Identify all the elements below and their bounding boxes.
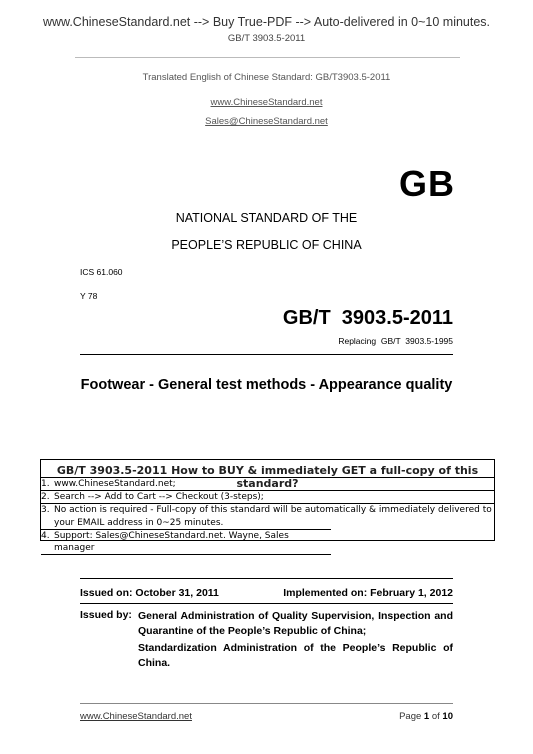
issuing-organization-1: General Administration of Quality Supervision, Inspection and Quarantine of the People’s Republic of China; bbox=[138, 610, 453, 637]
buy-info-box bbox=[40, 459, 495, 554]
header-standard-code: GB/T 3903.5-2011 bbox=[227, 33, 306, 44]
buy-step-text: No action is required - Full-copy of this standard will be automatically & immediately delivered to bbox=[54, 505, 492, 516]
buy-step bbox=[41, 477, 494, 490]
page-current: 1 bbox=[423, 711, 430, 722]
national-standard-line2: PEOPLE’S REPUBLIC OF CHINA bbox=[171, 238, 362, 252]
buy-step bbox=[41, 529, 331, 555]
dates-bottom-divider bbox=[80, 603, 453, 604]
buy-step-number: 3. bbox=[41, 505, 50, 516]
page-prefix: Page bbox=[399, 711, 422, 722]
page-total: 10 bbox=[442, 711, 453, 722]
dates-top-divider bbox=[80, 578, 453, 579]
website-link-container bbox=[0, 92, 533, 110]
buy-steps-list bbox=[41, 477, 494, 555]
buy-step bbox=[41, 503, 494, 516]
footer-website-link[interactable]: www.ChineseStandard.net bbox=[80, 711, 192, 722]
buy-step bbox=[41, 490, 494, 503]
footer-divider bbox=[80, 703, 453, 704]
buy-step-number: 4. bbox=[41, 530, 50, 541]
website-link[interactable]: www.ChineseStandard.net bbox=[210, 97, 323, 108]
y-code: Y 78 bbox=[80, 291, 98, 301]
issuing-organization-2: Standardization Administration of the People’s Republic of China. bbox=[138, 642, 453, 669]
buy-step-number: 1. bbox=[41, 479, 50, 489]
buy-step-text[interactable]: www.ChineseStandard.net; bbox=[54, 479, 176, 489]
issued-on-date: Issued on: October 31, 2011 bbox=[80, 587, 219, 599]
email-link[interactable]: Sales@ChineseStandard.net bbox=[205, 116, 328, 127]
email-link-container bbox=[0, 111, 533, 129]
buy-step-text: Search --> Add to Cart --> Checkout (3-steps); bbox=[54, 492, 264, 503]
header-top-line: www.ChineseStandard.net --> Buy True-PDF --> Auto-delivered in 0~10 minutes. bbox=[42, 15, 491, 29]
buy-box-title: GB/T 3903.5-2011 How to BUY & immediately GET a full-copy of this standard? bbox=[56, 464, 479, 490]
implemented-on-date: Implemented on: February 1, 2012 bbox=[283, 587, 453, 599]
buy-step-number bbox=[41, 517, 54, 529]
buy-step bbox=[41, 517, 494, 529]
buy-step-text: your EMAIL address in 0~25 minutes. bbox=[54, 517, 224, 528]
ics-code: ICS 61.060 bbox=[80, 267, 123, 277]
document-title: Footwear - General test methods - Appearance quality bbox=[80, 377, 453, 393]
header-divider bbox=[75, 57, 460, 58]
standard-number: GB/T 3903.5-2011 bbox=[282, 307, 453, 329]
translation-line: Translated English of Chinese Standard: GB/T3903.5-2011 bbox=[142, 72, 391, 83]
footer-website-container bbox=[80, 711, 192, 722]
national-standard-line1: NATIONAL STANDARD OF THE bbox=[175, 211, 358, 225]
buy-step-number: 2. bbox=[41, 492, 50, 503]
page-of: of bbox=[431, 711, 440, 722]
replacing-note: Replacing GB/T 3903.5-1995 bbox=[338, 336, 453, 346]
page-indicator bbox=[399, 711, 453, 722]
title-divider bbox=[80, 354, 453, 355]
gb-logo: GB bbox=[399, 163, 455, 204]
issued-by-label: Issued by: bbox=[80, 609, 132, 621]
buy-step-text[interactable]: Support: Sales@ChineseStandard.net. Wayne, Sales manager bbox=[54, 530, 289, 554]
